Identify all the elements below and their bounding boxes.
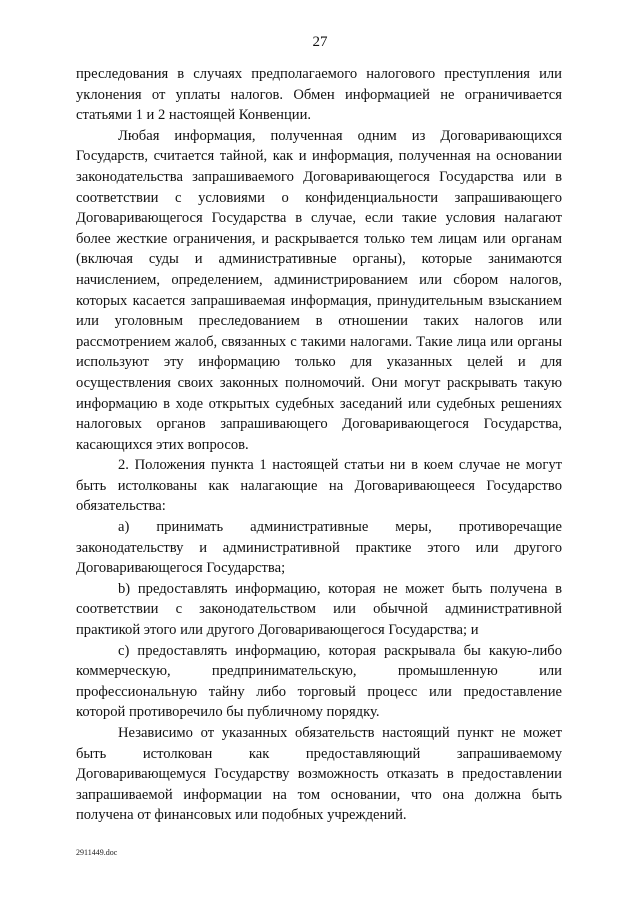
paragraph-item-b: b) предоставлять информацию, которая не может быть получена в соответствии с законодательством или обычной административной практикой этого или другого Договаривающегося Государства; и: [76, 580, 562, 639]
document-body: [76, 64, 562, 826]
paragraph-continuation: преследования в случаях предполагаемого налогового преступления или уклонения от уплаты налогов. Обмен информацией не ограничивается статьями 1 и 2 настоящей Конвенции.: [76, 66, 562, 124]
page-number: 27: [312, 34, 328, 50]
paragraph-confidentiality: Любая информация, полученная одним из Договаривающихся Государств, считается тайной, как и информация, полученная на основании законодательства запрашиваемого Договаривающегося Государства или в соответствии с условиями о конфиденциальности запрашивающего Договаривающегося Государства в случае, если такие условия налагают более жесткие ограничения, и раскрывается только тем лицам или органам (включая суды и административные органы), которые занимаются начислением, определением, администрированием или сбором налогов, которых касается запрашиваемая информация, принудительным взысканием или уголовным преследованием в отношении таких налогов или рассмотрением жалоб, связанных с такими налогами. Такие лица или органы используют эту информацию только для указанных целей и для осуществления своих законных полномочий. Они могут раскрывать такую информацию в ходе открытых судебных заседаний или судебных решениях налоговых органов запрашивающего Договаривающегося Государства, касающихся этих вопросов.: [76, 127, 562, 453]
paragraph-notwithstanding: Независимо от указанных обязательств настоящий пункт не может быть истолкован как предоставляющий запрашиваемому Договаривающемуся Государству возможность отказать в предоставлении запрашиваемой информации на том основании, что она должна быть получена от финансовых или подобных учреждений.: [76, 725, 562, 824]
paragraph-clause-2: 2. Положения пункта 1 настоящей статьи ни в коем случае не могут быть истолкованы как налагающие на Договаривающееся Государство обязательства:: [76, 457, 562, 515]
document-file-reference: 2911449.doc: [76, 848, 118, 857]
paragraph-item-c: c) предоставлять информацию, которая раскрывала бы какую-либо коммерческую, предпринимательскую, промышленную или профессиональную тайну либо торговый процесс или предоставление которой противоречило бы публичному порядку.: [76, 642, 562, 721]
paragraph-item-a: a) принимать административные меры, противоречащие законодательству и административной практике этого или другого Договаривающегося Государства;: [76, 519, 562, 577]
